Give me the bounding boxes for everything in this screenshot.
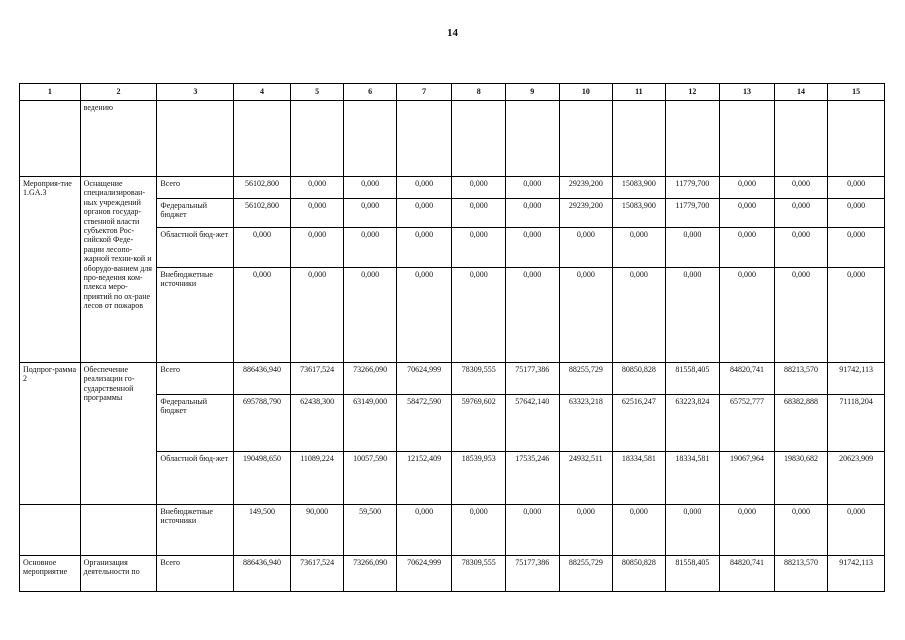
value-cell: 12152,409 xyxy=(396,452,452,505)
value-cell: 0,000 xyxy=(828,228,885,268)
value-cell: 0,000 xyxy=(828,199,885,228)
value-cell: 0,000 xyxy=(396,228,452,268)
value-cell: 0,000 xyxy=(234,268,291,363)
header-cell: 1 xyxy=(20,84,81,101)
value-cell: 0,000 xyxy=(396,199,452,228)
value-cell: 90,000 xyxy=(290,505,344,556)
value-cell: 58472,590 xyxy=(396,395,452,452)
funding-source: Внебюджетные источники xyxy=(157,505,234,556)
measure-description: Обеспечение реализации го-сударственной программы xyxy=(80,363,157,505)
value-cell: 80850,828 xyxy=(613,363,666,395)
header-cell: 13 xyxy=(720,84,775,101)
header-cell: 8 xyxy=(452,84,506,101)
value-cell: 68382,888 xyxy=(774,395,828,452)
empty-cell xyxy=(665,101,720,177)
value-cell: 59,500 xyxy=(344,505,397,556)
value-cell: 0,000 xyxy=(665,505,720,556)
value-cell: 75177,386 xyxy=(506,556,560,592)
empty-cell xyxy=(234,101,291,177)
value-cell: 15083,900 xyxy=(613,177,666,199)
header-cell: 6 xyxy=(344,84,397,101)
empty-cell xyxy=(452,101,506,177)
value-cell: 15083,900 xyxy=(613,199,666,228)
value-cell: 73617,524 xyxy=(290,556,344,592)
header-cell: 7 xyxy=(396,84,452,101)
value-cell: 0,000 xyxy=(665,268,720,363)
value-cell: 91742,113 xyxy=(828,363,885,395)
page-number: 14 xyxy=(447,27,458,39)
value-cell: 0,000 xyxy=(720,228,775,268)
funding-source: Внебюджетные источники xyxy=(157,268,234,363)
empty-cell xyxy=(290,101,344,177)
value-cell: 886436,940 xyxy=(234,363,291,395)
value-cell: 19830,682 xyxy=(774,452,828,505)
table-row xyxy=(20,177,885,199)
value-cell: 0,000 xyxy=(828,505,885,556)
empty-cell xyxy=(720,101,775,177)
budget-table xyxy=(19,83,885,592)
value-cell: 29239,200 xyxy=(559,177,613,199)
value-cell: 56102,800 xyxy=(234,199,291,228)
value-cell: 56102,800 xyxy=(234,177,291,199)
value-cell: 88255,729 xyxy=(559,363,613,395)
funding-source: Федеральный бюджет xyxy=(157,395,234,452)
value-cell: 18539,953 xyxy=(452,452,506,505)
value-cell: 73266,090 xyxy=(344,363,397,395)
funding-source: Всего xyxy=(157,363,234,395)
header-cell: 3 xyxy=(157,84,234,101)
value-cell: 84820,741 xyxy=(720,556,775,592)
funding-source: Всего xyxy=(157,177,234,199)
value-cell: 70624,999 xyxy=(396,363,452,395)
value-cell: 0,000 xyxy=(290,268,344,363)
header-cell: 15 xyxy=(828,84,885,101)
value-cell: 81558,405 xyxy=(665,363,720,395)
section-label: Мероприя-тие 1.GA.3 xyxy=(20,177,81,363)
value-cell: 70624,999 xyxy=(396,556,452,592)
value-cell: 81558,405 xyxy=(665,556,720,592)
value-cell: 0,000 xyxy=(344,228,397,268)
header-row xyxy=(20,84,885,101)
section-label: Подпрог-рамма 2 xyxy=(20,363,81,505)
empty-cell xyxy=(613,101,666,177)
measure-description: Оснащение специализирован-ных учреждений органов государ-ственной власти субъектов Рос-сийской Феде-рации лесопо-жарной техни-кой и оборудо-ванием для про-ведения ком-плекса меро-приятий по ох-ране лесов от пожаров xyxy=(80,177,157,363)
table-row xyxy=(20,505,885,556)
value-cell: 190498,650 xyxy=(234,452,291,505)
value-cell: 0,000 xyxy=(613,505,666,556)
value-cell: 0,000 xyxy=(774,177,828,199)
value-cell: 71118,204 xyxy=(828,395,885,452)
value-cell: 57642,140 xyxy=(506,395,560,452)
value-cell: 0,000 xyxy=(452,268,506,363)
value-cell: 0,000 xyxy=(290,199,344,228)
funding-source: Федеральный бюджет xyxy=(157,199,234,228)
value-cell: 63323,218 xyxy=(559,395,613,452)
value-cell: 18334,581 xyxy=(613,452,666,505)
value-cell: 80850,828 xyxy=(613,556,666,592)
value-cell: 0,000 xyxy=(613,228,666,268)
value-cell: 88213,570 xyxy=(774,363,828,395)
value-cell: 0,000 xyxy=(344,199,397,228)
value-cell: 62516,247 xyxy=(613,395,666,452)
value-cell: 0,000 xyxy=(720,505,775,556)
continuation-row xyxy=(20,101,885,177)
value-cell: 0,000 xyxy=(506,505,560,556)
value-cell: 0,000 xyxy=(559,505,613,556)
value-cell: 695788,790 xyxy=(234,395,291,452)
value-cell: 19067,964 xyxy=(720,452,775,505)
value-cell: 0,000 xyxy=(559,228,613,268)
header-cell: 12 xyxy=(665,84,720,101)
empty-cell xyxy=(559,101,613,177)
empty-cell xyxy=(20,505,81,556)
value-cell: 10057,590 xyxy=(344,452,397,505)
value-cell: 29239,200 xyxy=(559,199,613,228)
empty-cell xyxy=(20,101,81,177)
value-cell: 62438,300 xyxy=(290,395,344,452)
value-cell: 0,000 xyxy=(452,177,506,199)
value-cell: 73617,524 xyxy=(290,363,344,395)
value-cell: 78309,555 xyxy=(452,556,506,592)
funding-source: Всего xyxy=(157,556,234,592)
value-cell: 0,000 xyxy=(559,268,613,363)
value-cell: 0,000 xyxy=(613,268,666,363)
header-cell: 4 xyxy=(234,84,291,101)
section-label: Основное мероприятие xyxy=(20,556,81,592)
value-cell: 0,000 xyxy=(452,228,506,268)
header-cell: 9 xyxy=(506,84,560,101)
value-cell: 0,000 xyxy=(506,268,560,363)
empty-cell xyxy=(396,101,452,177)
value-cell: 88255,729 xyxy=(559,556,613,592)
empty-cell xyxy=(506,101,560,177)
value-cell: 24932,511 xyxy=(559,452,613,505)
value-cell: 0,000 xyxy=(506,228,560,268)
value-cell: 88213,570 xyxy=(774,556,828,592)
value-cell: 17535,246 xyxy=(506,452,560,505)
value-cell: 0,000 xyxy=(344,268,397,363)
value-cell: 0,000 xyxy=(720,177,775,199)
value-cell: 11089,224 xyxy=(290,452,344,505)
value-cell: 11779,700 xyxy=(665,199,720,228)
value-cell: 0,000 xyxy=(396,177,452,199)
value-cell: 0,000 xyxy=(774,228,828,268)
value-cell: 0,000 xyxy=(774,505,828,556)
header-cell: 5 xyxy=(290,84,344,101)
value-cell: 78309,555 xyxy=(452,363,506,395)
table-row xyxy=(20,556,885,592)
table-row xyxy=(20,363,885,395)
value-cell: 11779,700 xyxy=(665,177,720,199)
value-cell: 59769,602 xyxy=(452,395,506,452)
value-cell: 149,500 xyxy=(234,505,291,556)
empty-cell xyxy=(157,101,234,177)
value-cell: 0,000 xyxy=(234,228,291,268)
value-cell: 20623,909 xyxy=(828,452,885,505)
value-cell: 65752,777 xyxy=(720,395,775,452)
header-cell: 11 xyxy=(613,84,666,101)
value-cell: 0,000 xyxy=(506,199,560,228)
value-cell: 0,000 xyxy=(452,505,506,556)
value-cell: 84820,741 xyxy=(720,363,775,395)
value-cell: 0,000 xyxy=(774,199,828,228)
value-cell: 886436,940 xyxy=(234,556,291,592)
value-cell: 0,000 xyxy=(828,177,885,199)
value-cell: 63149,000 xyxy=(344,395,397,452)
header-cell: 10 xyxy=(559,84,613,101)
value-cell: 0,000 xyxy=(290,177,344,199)
header-cell: 14 xyxy=(774,84,828,101)
value-cell: 18334,581 xyxy=(665,452,720,505)
value-cell: 0,000 xyxy=(506,177,560,199)
value-cell: 0,000 xyxy=(290,228,344,268)
empty-cell xyxy=(774,101,828,177)
value-cell: 0,000 xyxy=(828,268,885,363)
value-cell: 0,000 xyxy=(396,268,452,363)
value-cell: 91742,113 xyxy=(828,556,885,592)
funding-source: Областной бюд-жет xyxy=(157,452,234,505)
value-cell: 73266,090 xyxy=(344,556,397,592)
value-cell: 75177,386 xyxy=(506,363,560,395)
value-cell: 63223,824 xyxy=(665,395,720,452)
value-cell: 0,000 xyxy=(774,268,828,363)
value-cell: 0,000 xyxy=(344,177,397,199)
empty-cell xyxy=(828,101,885,177)
header-cell: 2 xyxy=(80,84,157,101)
value-cell: 0,000 xyxy=(396,505,452,556)
empty-cell xyxy=(80,505,157,556)
measure-description: ведению xyxy=(80,101,157,177)
value-cell: 0,000 xyxy=(665,228,720,268)
measure-description: Организация деятельности по xyxy=(80,556,157,592)
funding-source: Областной бюд-жет xyxy=(157,228,234,268)
empty-cell xyxy=(344,101,397,177)
value-cell: 0,000 xyxy=(452,199,506,228)
value-cell: 0,000 xyxy=(720,268,775,363)
value-cell: 0,000 xyxy=(720,199,775,228)
